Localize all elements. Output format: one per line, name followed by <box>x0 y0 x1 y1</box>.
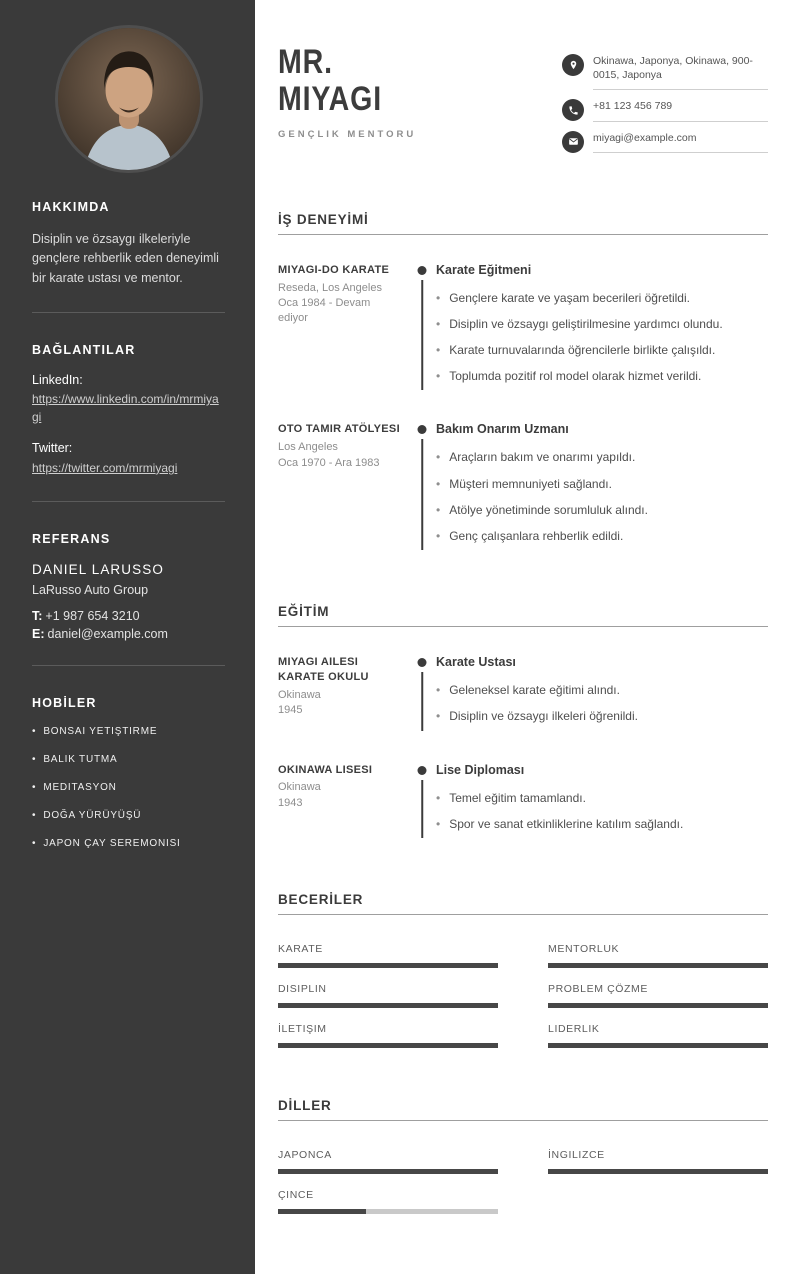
bullet-item: • Genç çalışanlara rehberlik edildi. <box>436 528 768 544</box>
bullet-item: • Toplumda pozitif rol model olarak hizmet verildi. <box>436 368 768 384</box>
experience-meta <box>278 263 408 395</box>
language-label: JAPONCA <box>278 1148 332 1161</box>
profile-photo <box>58 28 200 170</box>
skill-label: PROBLEM ÇÖZME <box>548 982 648 995</box>
sidebar <box>0 0 255 1274</box>
experience-entry <box>278 263 768 395</box>
timeline-line <box>421 672 423 730</box>
languages-section <box>278 1098 768 1214</box>
contact-location: Okinawa, Japonya, Okinawa, 900-0015, Japonya <box>593 54 768 90</box>
location-icon <box>562 54 584 76</box>
bullet-item: • Disiplin ve özsaygı ilkeleri öğrenildi. <box>436 708 768 724</box>
name-line-2: MIYAGI <box>278 80 382 119</box>
language-bar <box>278 1209 498 1214</box>
education-section <box>278 604 768 842</box>
link-item-twitter <box>32 441 225 477</box>
hobby-item: • BONSAI YETIŞTIRME <box>32 726 225 737</box>
degree-title: Karate Ustası <box>436 655 516 670</box>
language-bar <box>548 1169 768 1174</box>
skill-label: İLETIŞIM <box>278 1022 327 1035</box>
contact-row-phone <box>562 99 768 121</box>
experience-section-title: İŞ DENEYİMİ <box>278 211 369 227</box>
company-location: Los Angeles <box>278 441 338 454</box>
skills-section <box>278 892 768 1048</box>
sidebar-divider <box>32 501 225 502</box>
contact-phone: +81 123 456 789 <box>593 99 768 121</box>
hobby-item: • MEDITASYON <box>32 782 225 793</box>
language-label: ÇINCE <box>278 1188 314 1201</box>
degree-bullets <box>436 682 768 724</box>
role-title: Karate Eğitmeni <box>436 262 532 277</box>
reference-section <box>32 532 225 641</box>
company-name: OTO TAMIR ATÖLYESI <box>278 423 400 436</box>
bullet-item: • Araçların bakım ve onarımı yapıldı. <box>436 449 768 465</box>
timeline-line <box>421 280 423 391</box>
skill-item <box>278 943 498 968</box>
education-meta <box>278 763 408 842</box>
job-title: GENÇLIK MENTORU <box>278 128 417 140</box>
education-dates: 1943 <box>278 796 303 809</box>
role-title: Bakım Onarım Uzmanı <box>436 422 569 437</box>
bullet-item: • Disiplin ve özsaygı geliştirilmesine yardımcı olundu. <box>436 316 768 332</box>
bullet-item: • Temel eğitim tamamlandı. <box>436 790 768 806</box>
sidebar-divider <box>32 665 225 666</box>
name-line-1: MR. <box>278 43 333 81</box>
skill-bar-fill <box>278 1043 498 1048</box>
hobby-item: • JAPON ÇAY SEREMONISI <box>32 838 225 849</box>
role-bullets <box>436 449 768 544</box>
timeline <box>408 263 436 395</box>
skill-bar <box>278 963 498 968</box>
phone-label: T: <box>32 609 43 624</box>
section-divider <box>278 914 768 915</box>
education-meta <box>278 655 408 734</box>
twitter-link[interactable]: https://twitter.com/mrmiyagi <box>32 460 178 475</box>
reference-name: DANIEL LARUSSO <box>32 562 164 578</box>
reference-title: REFERANS <box>32 532 111 547</box>
timeline <box>408 422 436 554</box>
education-details <box>436 763 768 842</box>
skill-bar-fill <box>548 1043 768 1048</box>
link-item-linkedin <box>32 373 225 426</box>
skill-label: LIDERLIK <box>548 1022 600 1035</box>
language-label: İNGILIZCE <box>548 1148 605 1161</box>
section-divider <box>278 626 768 627</box>
education-details <box>436 655 768 734</box>
bullet-item: • Karate turnuvalarında öğrencilerle birlikte çalışıldı. <box>436 342 768 358</box>
timeline-line <box>421 439 423 550</box>
skill-bar-fill <box>548 1003 768 1008</box>
linkedin-link[interactable]: https://www.linkedin.com/in/mrmiyagi <box>32 392 219 424</box>
timeline-dot-icon <box>418 658 427 667</box>
language-bar-fill <box>278 1169 498 1174</box>
hobbies-title: HOBİLER <box>32 696 97 711</box>
about-text: Disiplin ve özsaygı ilkeleriyle gençlere rehberlik eden deneyimli bir karate ustası ve mentor. <box>32 232 219 285</box>
timeline-dot-icon <box>418 425 427 434</box>
employment-dates: Oca 1984 - Devam ediyor <box>278 296 371 325</box>
contact-block <box>562 54 768 162</box>
email-label: E: <box>32 627 45 642</box>
link-label: Twitter: <box>32 440 73 455</box>
skill-label: MENTORLUK <box>548 942 620 955</box>
bullet-item: • Geleneksel karate eğitimi alındı. <box>436 682 768 698</box>
education-entry <box>278 655 768 734</box>
school-name: MIYAGI AILESI KARATE OKULU <box>278 656 369 684</box>
hobby-item: • BALIK TUTMA <box>32 754 225 765</box>
skill-bar-fill <box>278 1003 498 1008</box>
hobby-list <box>32 726 225 849</box>
employment-dates: Oca 1970 - Ara 1983 <box>278 456 380 469</box>
person-name <box>278 44 394 119</box>
skill-item <box>278 983 498 1008</box>
skills-section-title: BECERİLER <box>278 891 364 907</box>
timeline-line <box>421 780 423 838</box>
education-section-title: EĞİTİM <box>278 604 330 620</box>
skill-bar <box>548 963 768 968</box>
name-block <box>278 44 416 140</box>
reference-email-row <box>32 627 225 641</box>
skill-label: KARATE <box>278 942 323 955</box>
skill-bar-fill <box>278 963 498 968</box>
skill-item <box>548 1023 768 1048</box>
hobby-item: • DOĞA YÜRÜYÜŞÜ <box>32 810 225 821</box>
link-label: LinkedIn: <box>32 373 83 388</box>
hobbies-section <box>32 696 225 849</box>
skill-item <box>548 983 768 1008</box>
languages-section-title: DİLLER <box>278 1097 332 1113</box>
about-title: HAKKIMDA <box>32 200 110 214</box>
contact-row-email <box>562 131 768 153</box>
main-content <box>255 0 794 1274</box>
degree-bullets <box>436 790 768 832</box>
skill-label: DISIPLIN <box>278 982 327 995</box>
about-section <box>32 200 225 288</box>
school-location: Okinawa <box>278 688 321 701</box>
bullet-item: • Atölye yönetiminde sorumluluk alındı. <box>436 502 768 518</box>
company-name: MIYAGI-DO KARATE <box>278 263 390 276</box>
resume-header <box>278 44 768 162</box>
reference-email: daniel@example.com <box>47 627 168 642</box>
contact-email: miyagi@example.com <box>593 131 768 153</box>
experience-section <box>278 212 768 555</box>
experience-meta <box>278 422 408 554</box>
skill-bar <box>548 1043 768 1048</box>
section-divider <box>278 234 768 235</box>
skill-bar-fill <box>548 963 768 968</box>
reference-phone-row <box>32 609 225 623</box>
skills-grid <box>278 943 768 1048</box>
section-divider <box>278 1120 768 1121</box>
school-name: OKINAWA LISESI <box>278 763 373 776</box>
language-bar <box>278 1169 498 1174</box>
education-dates: 1945 <box>278 704 303 717</box>
experience-entry <box>278 422 768 554</box>
timeline-dot-icon <box>418 766 427 775</box>
phone-icon <box>562 99 584 121</box>
bullet-item: • Gençlere karate ve yaşam becerileri öğretildi. <box>436 290 768 306</box>
bullet-item: • Spor ve sanat etkinliklerine katılım sağlandı. <box>436 816 768 832</box>
skill-item <box>548 943 768 968</box>
skill-bar <box>278 1043 498 1048</box>
email-icon <box>562 131 584 153</box>
language-bar-fill <box>548 1169 768 1174</box>
language-item <box>278 1189 498 1214</box>
timeline <box>408 763 436 842</box>
contact-row-location <box>562 54 768 90</box>
company-location: Reseda, Los Angeles <box>278 281 382 294</box>
reference-company: LaRusso Auto Group <box>32 583 149 598</box>
timeline-dot-icon <box>418 266 427 275</box>
experience-details <box>436 422 768 554</box>
experience-details <box>436 263 768 395</box>
education-entry <box>278 763 768 842</box>
reference-phone: +1 987 654 3210 <box>45 609 140 624</box>
skill-item <box>278 1023 498 1048</box>
degree-title: Lise Diploması <box>436 762 525 777</box>
role-bullets <box>436 290 768 385</box>
sidebar-divider <box>32 312 225 313</box>
school-location: Okinawa <box>278 781 321 794</box>
bullet-item: • Müşteri memnuniyeti sağlandı. <box>436 476 768 492</box>
language-item <box>548 1149 768 1174</box>
language-item <box>278 1149 498 1174</box>
profile-photo-illustration <box>58 28 200 170</box>
language-bar-fill <box>278 1209 366 1214</box>
links-section <box>32 343 225 477</box>
timeline <box>408 655 436 734</box>
links-title: BAĞLANTILAR <box>32 343 136 358</box>
skill-bar <box>278 1003 498 1008</box>
skill-bar <box>548 1003 768 1008</box>
